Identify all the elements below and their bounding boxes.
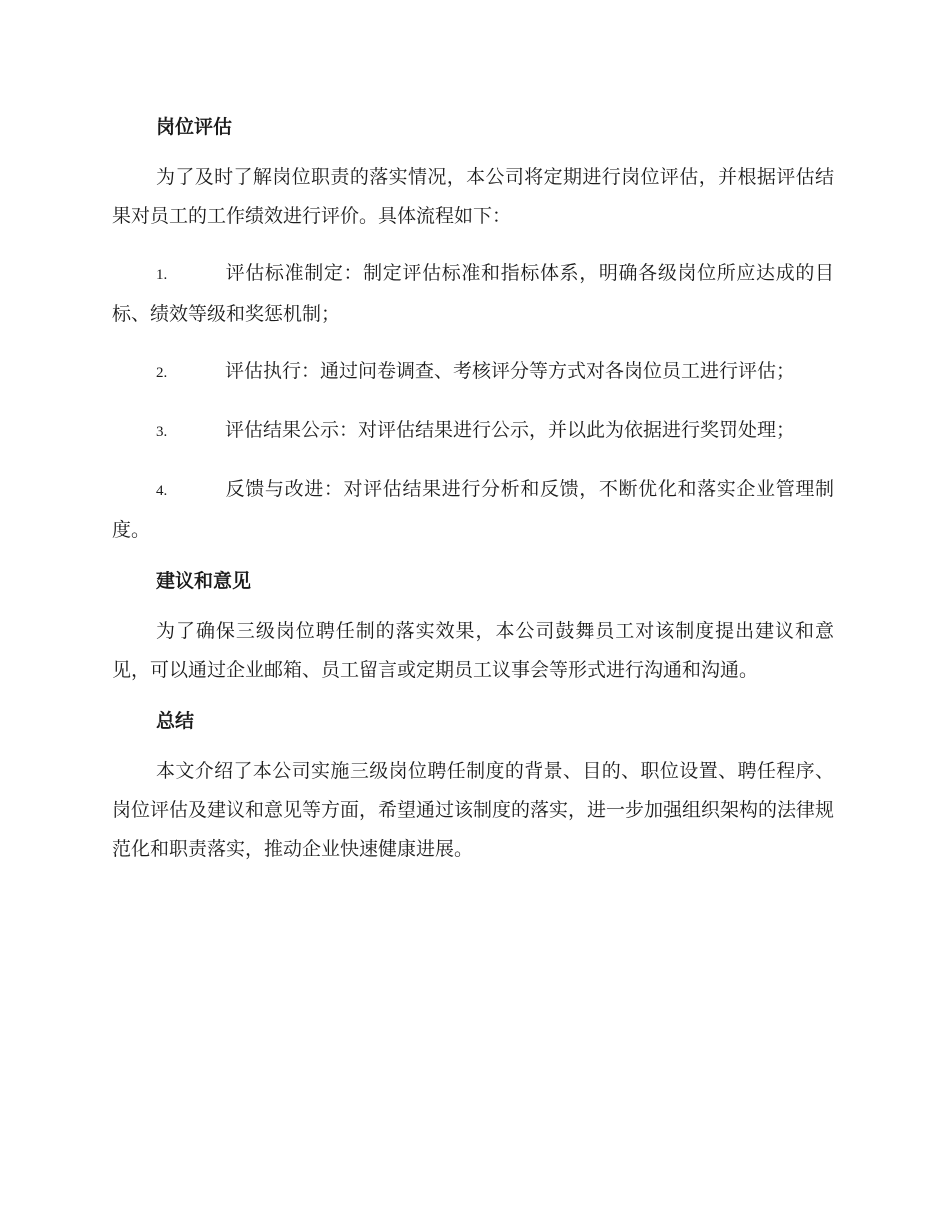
list-item [112, 411, 834, 452]
list-text: 评估结果公示：对评估结果进行公示，并以此为依据进行奖罚处理； [225, 419, 796, 441]
list-text: 评估执行：通过问卷调查、考核评分等方式对各岗位员工进行评估； [225, 360, 796, 382]
list-number: 3. [156, 424, 168, 440]
suggestions-body: 为了确保三级岗位聘任制的落实效果，本公司鼓舞员工对该制度提出建议和意见，可以通过企业邮箱、员工留言或定期员工议事会等形式进行沟通和沟通。 [112, 620, 834, 681]
list-item [112, 254, 834, 334]
heading-summary: 总结 [156, 710, 195, 732]
list-number: 4. [156, 483, 168, 499]
list-item [112, 470, 834, 550]
heading-evaluation: 岗位评估 [156, 116, 233, 138]
heading-suggestions: 建议和意见 [156, 570, 252, 592]
list-text: 评估标准制定：制定评估标准和指标体系，明确各级岗位所应达成的目标、绩效等级和奖惩机制； [112, 262, 834, 325]
document-page [112, 108, 834, 869]
list-number: 2. [156, 365, 168, 381]
list-item [112, 352, 834, 393]
list-number: 1. [156, 267, 168, 283]
evaluation-intro: 为了及时了解岗位职责的落实情况，本公司将定期进行岗位评估，并根据评估结果对员工的工作绩效进行评价。具体流程如下： [112, 166, 834, 227]
summary-body: 本文介绍了本公司实施三级岗位聘任制度的背景、目的、职位设置、聘任程序、岗位评估及建议和意见等方面，希望通过该制度的落实，进一步加强组织架构的法律规范化和职责落实，推动企业快速健康进展。 [112, 760, 835, 860]
list-text: 反馈与改进：对评估结果进行分析和反馈，不断优化和落实企业管理制度。 [112, 478, 834, 541]
